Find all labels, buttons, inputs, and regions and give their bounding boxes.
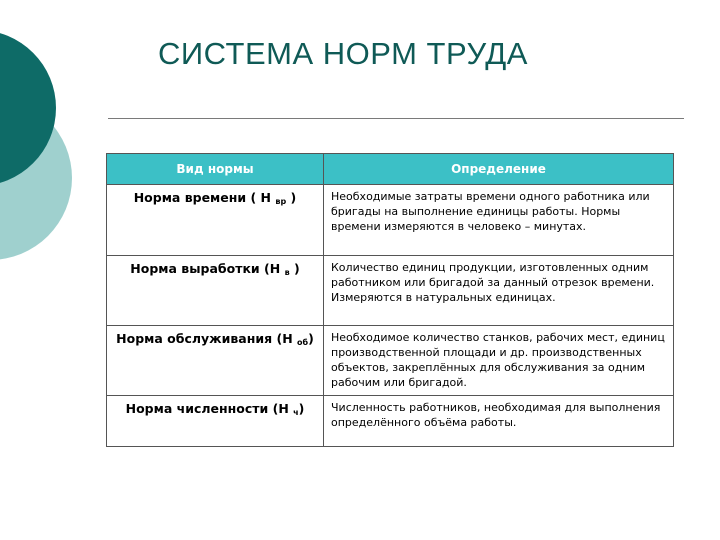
table-header-row [107, 154, 674, 185]
norm-name-suffix: ) [286, 190, 297, 205]
column-header-type: Вид нормы [107, 154, 324, 185]
column-header-definition: Определение [324, 154, 674, 185]
norm-name-cell [107, 185, 324, 256]
table-row [107, 185, 674, 256]
norm-definition: Необходимые затраты времени одного работника или бригады на выполнение единицы работы. Нормы времени измеряются в человеко – минутах. [324, 185, 674, 256]
norm-subscript: ч [293, 408, 299, 417]
norm-name-suffix: ) [298, 401, 305, 416]
table-row [107, 396, 674, 447]
norm-name-cell [107, 396, 324, 447]
table-row [107, 256, 674, 326]
norm-subscript: об [297, 338, 309, 347]
norm-definition: Необходимое количество станков, рабочих мест, единиц производственной площади и др. производственных объектов, закреплённых для обслуживания за одним рабочим или бригадой. [324, 326, 674, 396]
norm-subscript: в [284, 268, 290, 277]
norm-name: Норма выработки (Н [130, 261, 281, 276]
norms-table [106, 153, 674, 447]
title-divider [108, 118, 684, 119]
norm-name: Норма обслуживания (Н [116, 331, 293, 346]
norm-definition: Количество единиц продукции, изготовленных одним работником или бригадой за данный отрезок времени. Измеряются в натуральных единицах. [324, 256, 674, 326]
norm-subscript: вр [275, 197, 287, 206]
norm-name-cell [107, 256, 324, 326]
norm-definition: Численность работников, необходимая для выполнения определённого объёма работы. [324, 396, 674, 447]
decorative-circles [0, 0, 110, 300]
norm-name: Норма численности (Н [125, 401, 289, 416]
decorative-circles-graphic [0, 0, 110, 300]
table-row [107, 326, 674, 396]
slide-title: СИСТЕМА НОРМ ТРУДА [158, 36, 528, 71]
norm-name-cell [107, 326, 324, 396]
norm-name-suffix: ) [308, 331, 314, 346]
norm-name: Норма времени ( Н [133, 190, 272, 205]
norm-name-suffix: ) [289, 261, 300, 276]
